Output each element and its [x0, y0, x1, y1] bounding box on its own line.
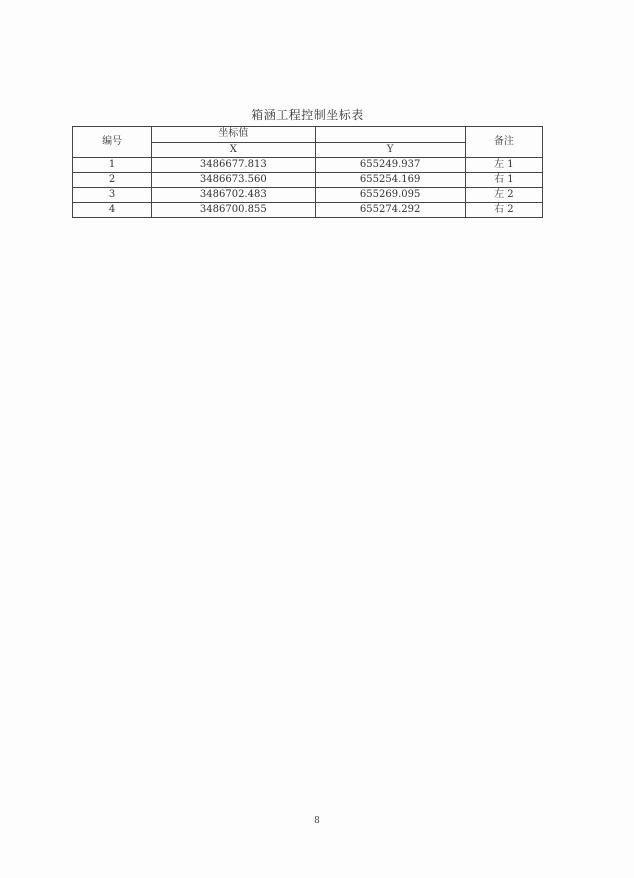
header-y: Y [315, 142, 465, 158]
cell-id: 3 [73, 188, 152, 203]
header-id: 编号 [73, 127, 152, 158]
table-row [73, 188, 543, 203]
cell-note: 右 2 [465, 203, 542, 218]
table-row [73, 173, 543, 188]
cell-y: 655274.292 [315, 203, 465, 218]
cell-y: 655269.095 [315, 188, 465, 203]
header-x: X [152, 142, 315, 158]
header-note: 备注 [465, 127, 542, 158]
header-empty [315, 127, 465, 143]
cell-id: 4 [73, 203, 152, 218]
table-row [73, 203, 543, 218]
page-number: 8 [314, 816, 320, 826]
table-header-row [73, 127, 543, 143]
cell-y: 655254.169 [315, 173, 465, 188]
table-title: 箱涵工程控制坐标表 [251, 108, 364, 122]
cell-x: 3486673.560 [152, 173, 315, 188]
coordinate-table [72, 126, 543, 218]
cell-note: 左 1 [465, 158, 542, 173]
cell-note: 左 2 [465, 188, 542, 203]
cell-note: 右 1 [465, 173, 542, 188]
cell-x: 3486700.855 [152, 203, 315, 218]
header-coord-group: 坐标值 [152, 127, 315, 143]
cell-y: 655249.937 [315, 158, 465, 173]
cell-id: 2 [73, 173, 152, 188]
cell-x: 3486702.483 [152, 188, 315, 203]
cell-id: 1 [73, 158, 152, 173]
cell-x: 3486677.813 [152, 158, 315, 173]
table-row [73, 158, 543, 173]
